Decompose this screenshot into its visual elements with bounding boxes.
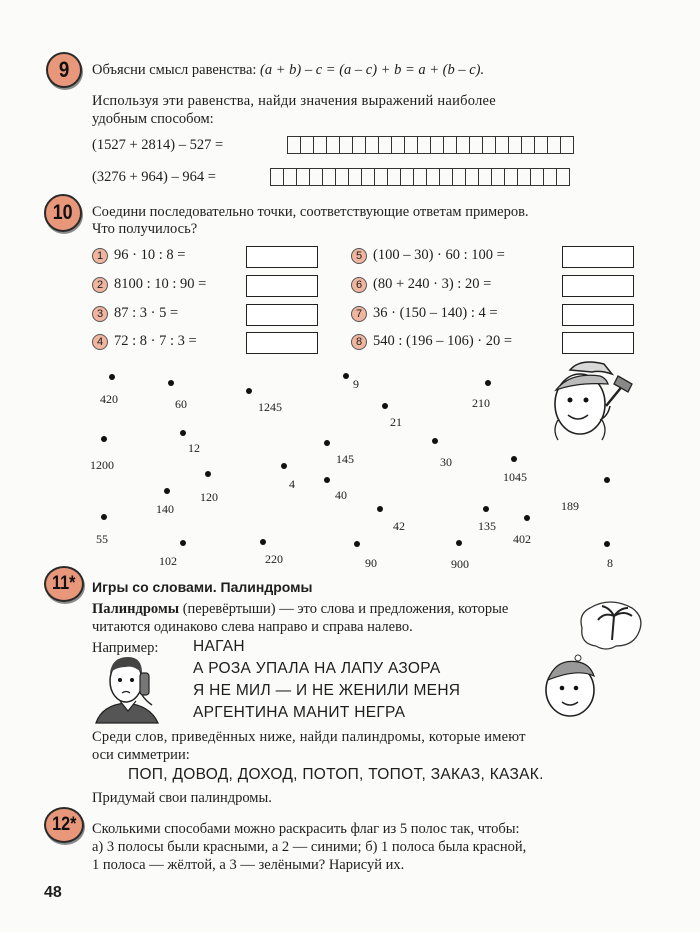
point-label: 1200 [90,458,114,472]
example-text: 540 : (196 – 106) · 20 = [373,333,513,349]
answer-box-8[interactable] [562,332,634,354]
example-number: 1 [92,248,108,264]
example-text: 96 · 10 : 8 = [114,247,186,263]
point-label: 145 [336,452,354,466]
point-label: 220 [265,552,283,566]
point-dot[interactable] [246,388,252,394]
point-label: 40 [335,488,347,502]
example-2 [92,276,206,293]
point-dot[interactable] [377,506,383,512]
example-text: (80 + 240 · 3) : 20 = [373,276,492,292]
expression-2: (3276 + 964) – 964 = [92,169,216,185]
example-text: 36 · (150 – 140) : 4 = [373,305,498,321]
task-number-badge [44,194,82,232]
definition-term: Палиндромы [92,601,180,617]
example-8 [351,333,512,350]
equation: (a + b) – c = (a – c) + b = a + (b – c). [260,62,485,78]
point-label: 90 [365,556,377,570]
point-label: 9 [353,377,359,391]
point-dot[interactable] [281,463,287,469]
point-label: 189 [561,499,579,513]
point-dot[interactable] [260,539,266,545]
point-dot[interactable] [180,430,186,436]
point-label: 1245 [258,400,282,414]
point-dot[interactable] [324,477,330,483]
task-10-line-1: Соедини последовательно точки, соответствующие ответам примеров. [92,204,529,220]
point-label: 42 [393,519,405,533]
answer-cells-2[interactable] [270,168,570,186]
example-number: 6 [351,277,367,293]
answer-cells-1[interactable] [287,136,574,154]
task-number: 9 [58,57,70,82]
example-text: 87 : 3 · 5 = [114,305,179,321]
point-dot[interactable] [343,373,349,379]
example-1 [92,247,185,264]
task-9-line-3: удобным способом: [92,111,214,127]
palindrome-example: АРГЕНТИНА МАНИТ НЕГРА [193,704,406,721]
palindrome-definition: Палиндромы (перевёртыши) — это слова и предложения, которые [92,601,509,617]
task-number-badge [44,807,84,843]
boy-dreaming-palm-illustration [540,600,650,720]
example-number: 4 [92,334,108,350]
answer-box-6[interactable] [562,275,634,297]
point-dot[interactable] [485,380,491,386]
point-label: 55 [96,532,108,546]
point-label: 900 [451,557,469,571]
example-text: (100 – 30) · 60 : 100 = [373,247,505,263]
task-number-badge [44,566,84,602]
point-dot[interactable] [354,541,360,547]
example-5 [351,247,505,264]
example-text: 8100 : 10 : 90 = [114,276,207,292]
page-number: 48 [44,884,62,901]
point-dot[interactable] [511,456,517,462]
point-dot[interactable] [324,440,330,446]
point-dot[interactable] [483,506,489,512]
example-number: 8 [351,334,367,350]
answer-box-2[interactable] [246,275,318,297]
point-dot[interactable] [524,515,530,521]
expression-1: (1527 + 2814) – 527 = [92,137,224,153]
palindrome-example: А РОЗА УПАЛА НА ЛАПУ АЗОРА [193,660,441,677]
point-label: 420 [100,392,118,406]
point-label: 210 [472,396,490,410]
point-label: 30 [440,455,452,469]
palindrome-example: Я НЕ МИЛ — И НЕ ЖЕНИЛИ МЕНЯ [193,682,461,699]
point-dot[interactable] [604,477,610,483]
example-number: 3 [92,306,108,322]
point-dot[interactable] [101,436,107,442]
example-text: 72 : 8 · 7 : 3 = [114,333,197,349]
example-label: Например: [92,640,159,656]
point-dot[interactable] [101,514,107,520]
point-label: 402 [513,532,531,546]
task-9-line-2: Используя эти равенства, найди значения выражений наиболее [92,93,496,109]
point-dot[interactable] [164,488,170,494]
answer-box-5[interactable] [562,246,634,268]
example-7 [351,305,498,322]
task-9-line-1: Объясни смысл равенства: (a + b) – c = (a – c) + b = a + (b – c). [92,62,485,78]
point-label: 120 [200,490,218,504]
point-label: 102 [159,554,177,568]
point-label: 60 [175,397,187,411]
point-dot[interactable] [180,540,186,546]
point-label: 12 [188,441,200,455]
task-11-title: Игры со словами. Палиндромы [92,579,313,595]
word-list: ПОП, ДОВОД, ДОХОД, ПОТОП, ТОПОТ, ЗАКАЗ, КАЗАК. [128,766,544,783]
point-label: 1045 [503,470,527,484]
task-10-line-2: Что получилось? [92,221,198,237]
point-dot[interactable] [382,403,388,409]
answer-box-1[interactable] [246,246,318,268]
task-number: 11* [52,573,76,594]
task-12-line-3: 1 полоса — жёлтой, а 3 — зелёными? Нарисуй их. [92,857,405,873]
point-dot[interactable] [168,380,174,386]
example-6 [351,276,491,293]
task-number: 12* [51,814,77,835]
example-4 [92,333,197,350]
answer-box-4[interactable] [246,332,318,354]
point-label: 140 [156,502,174,516]
example-3 [92,305,178,322]
point-dot[interactable] [432,438,438,444]
point-label: 135 [478,519,496,533]
boy-with-hammer-illustration [540,360,640,450]
task-12-line-2: а) 3 полосы были красными, а 2 — синими; б) 1 полоса была красной, [92,839,527,855]
man-with-phone-illustration [92,655,164,725]
task-number-badge [46,52,82,88]
point-dot[interactable] [604,541,610,547]
answer-box-7[interactable] [562,304,634,326]
example-number: 7 [351,306,367,322]
task-11-final: Придумай свои палиндромы. [92,790,272,806]
point-dot[interactable] [456,540,462,546]
example-number: 2 [92,277,108,293]
palindrome-definition-line-2: читаются одинаково слева направо и справа налево. [92,619,413,635]
point-label: 4 [289,477,295,491]
example-number: 5 [351,248,367,264]
task-11-question-line-2: оси симметрии: [92,747,190,763]
point-label: 21 [390,415,402,429]
task-11-question-line-1: Среди слов, приведённых ниже, найди палиндромы, которые имеют [92,729,526,745]
answer-box-3[interactable] [246,304,318,326]
point-label: 8 [607,556,613,570]
point-dot[interactable] [109,374,115,380]
task-12-line-1: Сколькими способами можно раскрасить флаг из 5 полос так, чтобы: [92,821,520,837]
point-dot[interactable] [205,471,211,477]
task-number: 10 [53,201,73,224]
palindrome-example: НАГАН [193,638,245,655]
